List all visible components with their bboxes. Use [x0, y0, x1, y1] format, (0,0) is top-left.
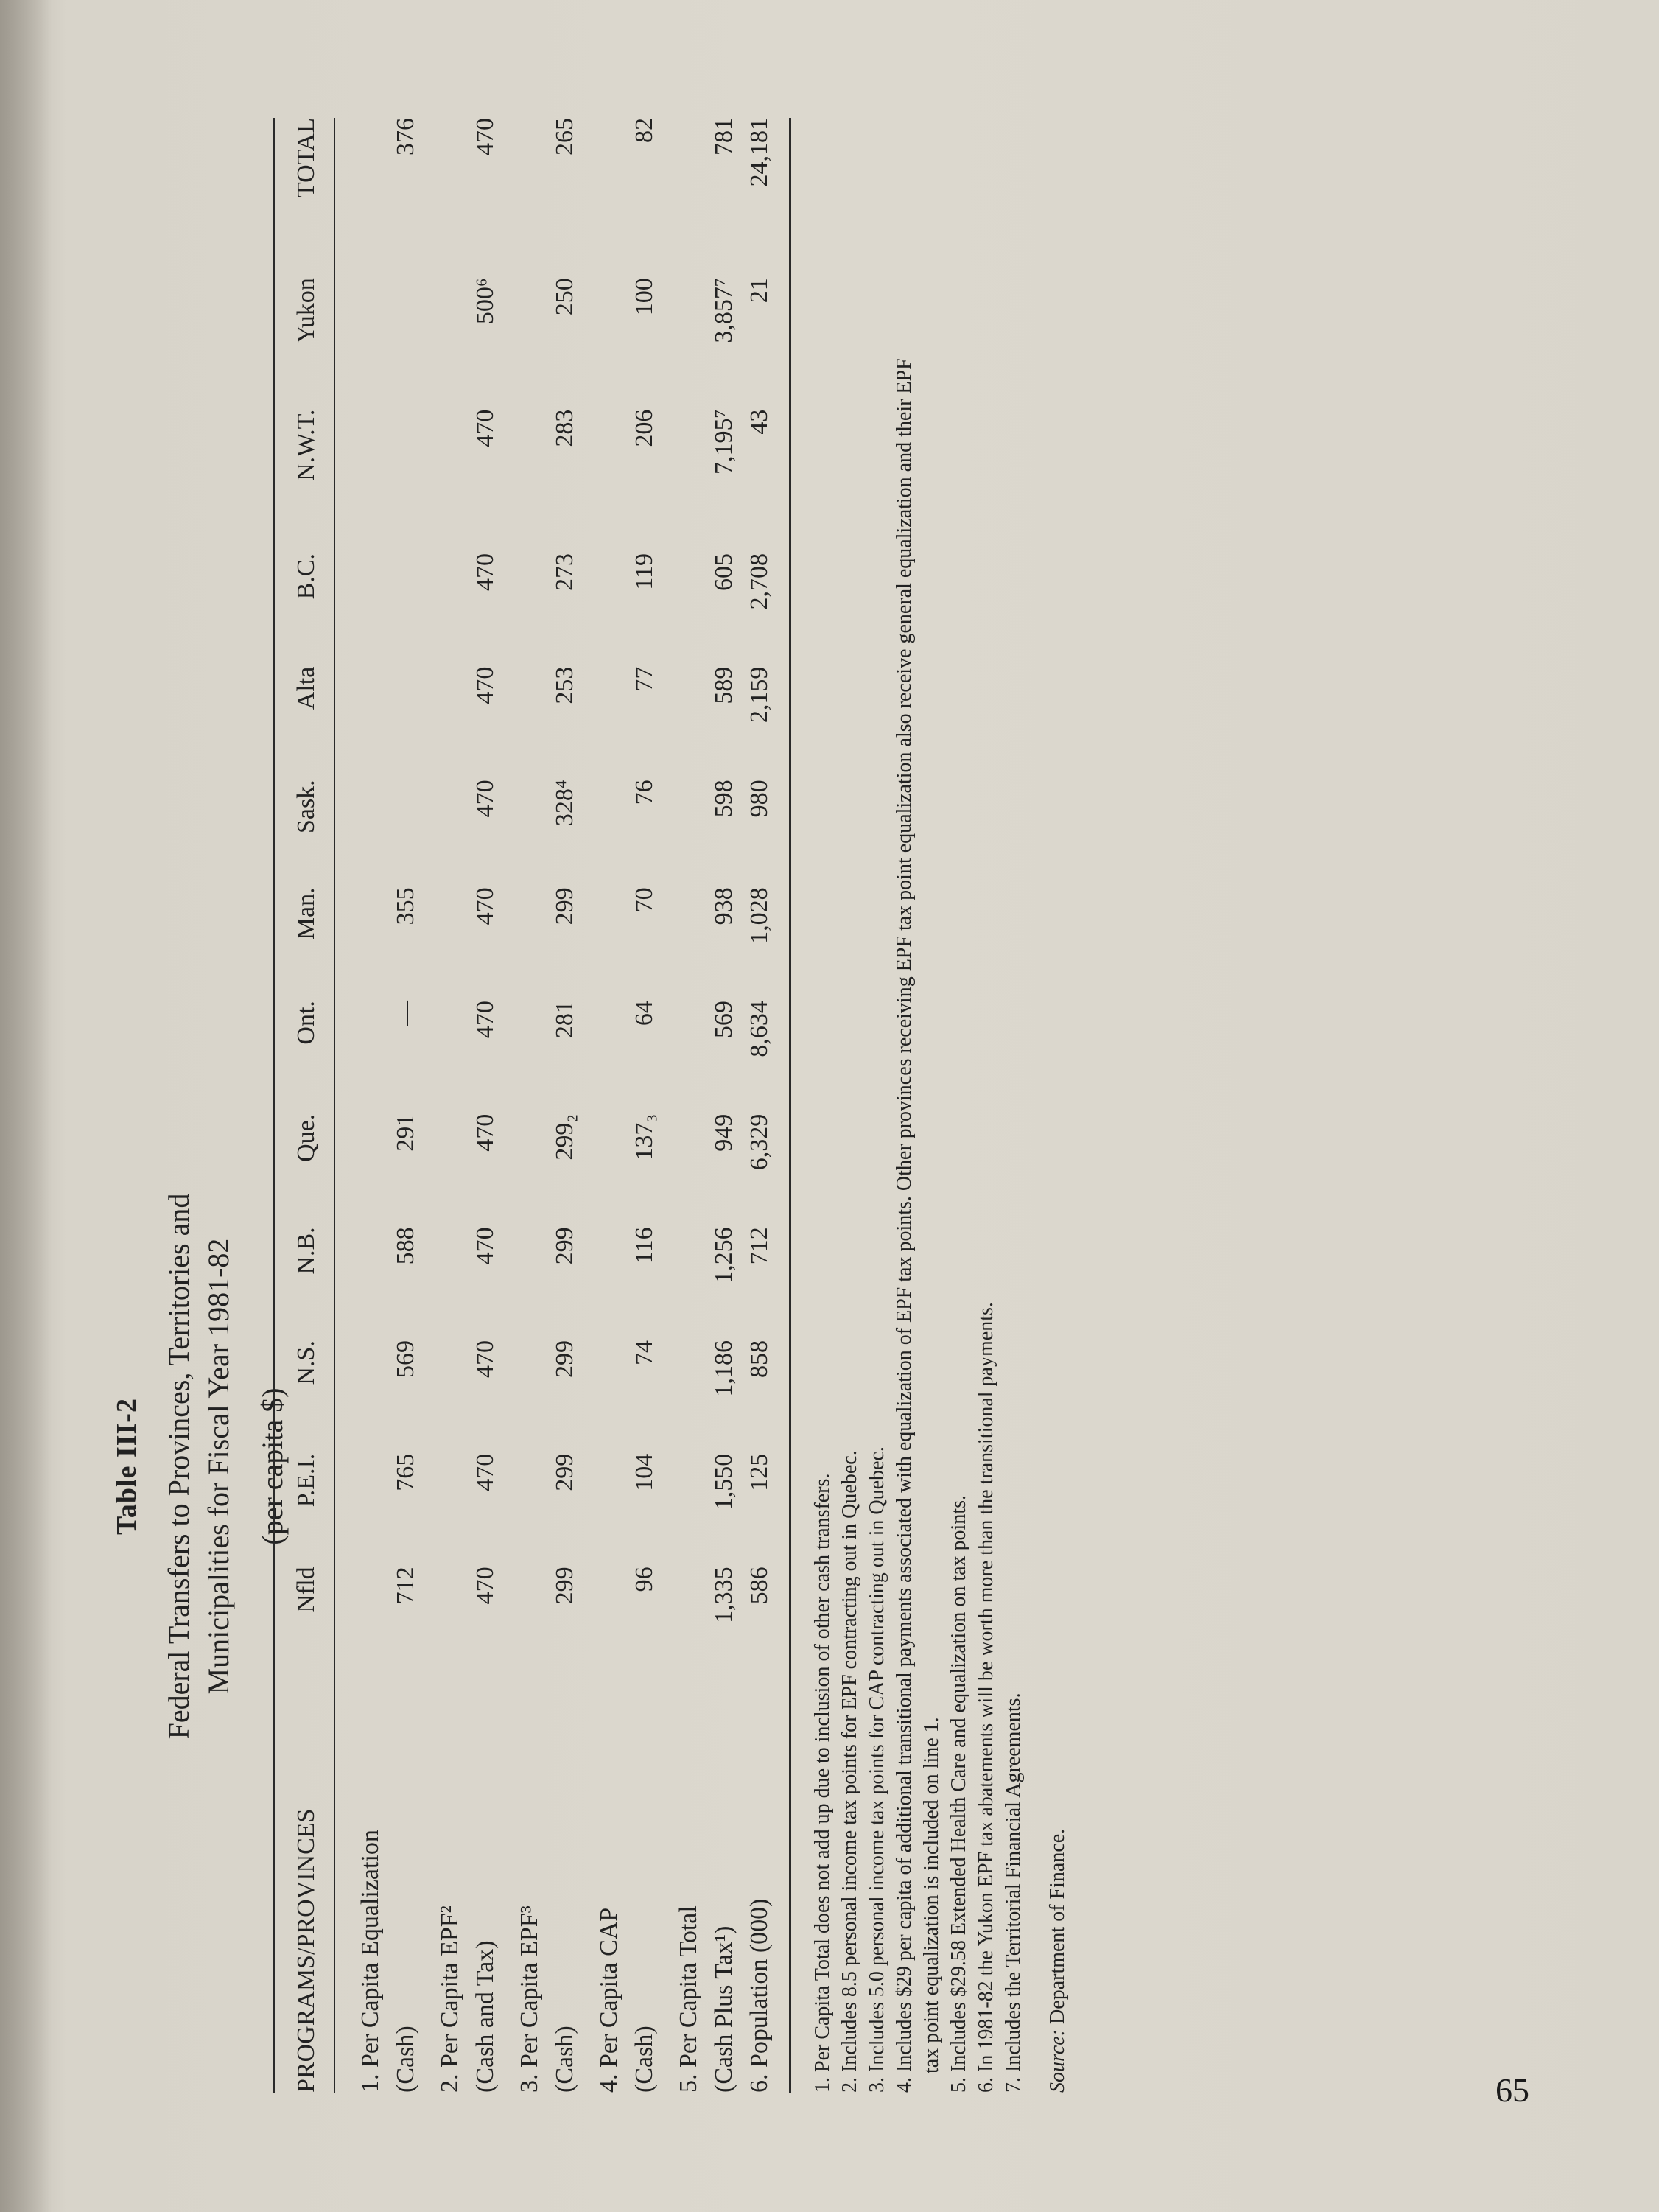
header-que: Que.	[292, 1113, 320, 1162]
table-cell: 119	[631, 553, 658, 590]
table-cell: 605	[710, 553, 737, 591]
table-cell: 2,159	[746, 666, 773, 724]
header-programs: PROGRAMS/PROVINCES	[292, 1808, 320, 2093]
row-sublabel: (Cash and Tax)	[471, 1940, 499, 2093]
table-cell: 598	[710, 780, 737, 818]
table-cell: 273	[551, 553, 578, 591]
table-row-cap	[592, 118, 627, 2093]
header-total: TOTAL	[292, 118, 320, 198]
table-cell: 116	[631, 1227, 658, 1264]
table-cell: 376	[392, 118, 419, 155]
table-cell: 21	[746, 278, 773, 304]
table-cell: 569	[392, 1340, 419, 1379]
row-label: 2. Per Capita EPF²	[436, 1905, 463, 2093]
header-nb: N.B.	[292, 1227, 320, 1275]
table-cell: 8,634	[746, 1001, 773, 1057]
table-unit: (per capita $)	[256, 1387, 289, 1545]
table-cell	[388, 667, 432, 780]
table-cell	[388, 553, 432, 667]
table-cell: 1,256	[710, 1227, 737, 1284]
table-cell	[388, 278, 432, 409]
table-row-population	[742, 118, 777, 2093]
table-cell: 470	[471, 887, 499, 925]
table-cell: 125	[746, 1453, 773, 1491]
table-row-epf-cash	[512, 118, 547, 2093]
table-cell: 100	[631, 278, 658, 316]
table-cell: 980	[746, 780, 773, 818]
header-nfld: Nfld	[292, 1567, 320, 1613]
header-ont: Ont.	[292, 1001, 320, 1045]
table-cell: 712	[392, 1567, 419, 1605]
table-row-epf-cash-tax-values	[468, 118, 512, 2093]
table-cell: 470	[471, 409, 499, 447]
table-cell: 470	[471, 553, 499, 591]
table-cell	[388, 410, 432, 553]
table-cell: 96	[631, 1567, 658, 1592]
table-title	[159, 840, 239, 2093]
table-cell: 1,186	[710, 1340, 737, 1397]
table-cell: 586	[746, 1567, 773, 1605]
footnote: 6. In 1981-82 the Yukon EPF tax abatements will be worth more than the transitional payments.	[975, 1302, 997, 2093]
table-cell: 588	[392, 1227, 419, 1265]
page-number: 65	[1495, 2071, 1529, 2109]
table-cell: 949	[710, 1113, 737, 1152]
table-cell: 299	[551, 1567, 578, 1605]
table-cell	[388, 780, 432, 887]
table-cell: 765	[392, 1453, 419, 1491]
table-cell: 470	[471, 1567, 499, 1605]
table-footnotes	[809, 118, 1027, 2093]
table-number: Table III-2	[111, 1398, 142, 1535]
footnote: 1. Per Capita Total does not add up due to inclusion of other cash transfers.	[811, 1473, 834, 2093]
row-label: 6. Population (000)	[746, 1898, 773, 2093]
table-cell: 7,195⁷	[710, 409, 737, 475]
table-row-epf-cash-values	[547, 118, 592, 2093]
table-cell: 24,181	[746, 118, 773, 187]
table-heading	[111, 840, 290, 2093]
header-yukon: Yukon	[292, 278, 320, 344]
table-cell: 569	[710, 1001, 737, 1039]
table-cell: 712	[746, 1227, 773, 1265]
table-cell: 283	[551, 409, 578, 447]
table-cell: 470	[471, 1227, 499, 1265]
bottom-rule	[789, 118, 791, 2093]
table-cell: 299	[551, 887, 578, 925]
table-cell: 3,857⁷	[710, 278, 737, 343]
table-source	[1046, 118, 1070, 2093]
table-cell: 470	[471, 1453, 499, 1491]
table-cell: 470	[471, 118, 499, 155]
row-label: 5. Per Capita Total	[675, 1905, 702, 2093]
row-sublabel: (Cash)	[551, 2026, 578, 2093]
table-cell: 250	[551, 278, 578, 316]
table-cell: 291	[392, 1113, 419, 1152]
table-row-epf-cash-tax	[432, 118, 468, 2093]
transfers-table	[275, 118, 789, 2093]
table-row-equalization-values	[388, 118, 432, 2093]
transfers-table-wrapper	[273, 118, 1070, 2093]
header-ns: N.S.	[292, 1340, 320, 1385]
footnote: 5. Includes $29.58 Extended Health Care and equalization on tax points.	[947, 1494, 970, 2093]
table-cell: 299	[551, 1453, 578, 1491]
table-cell: 299₂	[551, 1113, 578, 1161]
table-cell: 470	[471, 666, 499, 704]
table-cell: 70	[631, 887, 658, 913]
footnote: 7. Includes the Territorial Financial Agreements.	[1002, 1693, 1025, 2093]
table-row-total-values	[706, 118, 742, 2093]
table-cell: 43	[746, 409, 773, 435]
table-cell: —	[392, 1001, 419, 1026]
table-cell: 1,028	[746, 887, 773, 944]
table-title-line-2: Municipalities for Fiscal Year 1981-82	[202, 1238, 235, 1695]
table-cell: 253	[551, 666, 578, 704]
table-cell: 470	[471, 1113, 499, 1152]
footnote: 3. Includes 5.0 personal income tax points for CAP contracting out in Quebec.	[866, 1446, 888, 2093]
table-cell: 74	[631, 1340, 658, 1366]
row-sublabel: (Cash)	[631, 2026, 658, 2093]
table-cell: 938	[710, 887, 737, 925]
header-pei: P.E.I.	[292, 1453, 320, 1508]
rotated-table-block	[111, 103, 1510, 2093]
table-cell: 281	[551, 1001, 578, 1039]
header-nwt: N.W.T.	[292, 409, 320, 481]
table-cell: 1,335	[710, 1567, 737, 1623]
table-cell: 1,550	[710, 1453, 737, 1511]
table-cell: 265	[551, 118, 578, 155]
table-cell: 82	[631, 118, 658, 143]
table-cell: 355	[392, 887, 419, 925]
row-label: 4. Per Capita CAP	[595, 1907, 622, 2093]
row-label: 3. Per Capita EPF³	[516, 1905, 543, 2093]
table-cell: 6,329	[746, 1113, 773, 1171]
header-bc: B.C.	[292, 553, 320, 600]
table-row-cap-values	[627, 118, 671, 2093]
table-row-total	[671, 118, 706, 2093]
table-cell: 589	[710, 666, 737, 704]
source-text: Department of Finance.	[1046, 1828, 1069, 2024]
table-cell: 470	[471, 1340, 499, 1379]
spine-shadow	[0, 0, 52, 2212]
row-sublabel: (Cash)	[392, 2026, 419, 2093]
table-cell: 104	[631, 1453, 658, 1491]
table-cell: 76	[631, 780, 658, 805]
table-cell: 470	[471, 1001, 499, 1039]
row-label: 1. Per Capita Equalization	[357, 1830, 384, 2093]
table-cell: 470	[471, 780, 499, 818]
source-label: Source:	[1046, 2029, 1069, 2093]
table-cell: 64	[631, 1001, 658, 1026]
row-sublabel: (Cash Plus Tax¹)	[710, 1925, 737, 2093]
table-row-equalization	[353, 118, 388, 2093]
header-row	[275, 118, 334, 2093]
table-cell: 858	[746, 1340, 773, 1379]
table-cell: 500⁶	[471, 278, 499, 325]
table-title-line-1: Federal Transfers to Provinces, Territories and	[162, 1193, 195, 1740]
table-cell: 299	[551, 1227, 578, 1265]
table-cell: 328⁴	[551, 780, 578, 827]
header-man: Man.	[292, 887, 320, 940]
table-cell: 206	[631, 409, 658, 447]
header-sask: Sask.	[292, 780, 320, 834]
table-cell: 781	[710, 118, 737, 155]
table-cell: 299	[551, 1340, 578, 1379]
footnote: 2. Includes 8.5 personal income tax points for EPF contracting out in Quebec.	[838, 1450, 861, 2093]
footnote: 4. Includes $29 per capita of additional transitional payments associated with equalization of EPF tax points. Other provinces receiving EPF tax point equalization also receive general equalization and their EPF	[893, 358, 916, 2093]
table-cell: 137₃	[631, 1113, 658, 1161]
table-cell: 2,708	[746, 553, 773, 610]
footnote: tax point equalization is included on line 1.	[920, 1717, 943, 2073]
table-cell: 77	[631, 666, 658, 692]
header-alta: Alta	[292, 666, 320, 710]
